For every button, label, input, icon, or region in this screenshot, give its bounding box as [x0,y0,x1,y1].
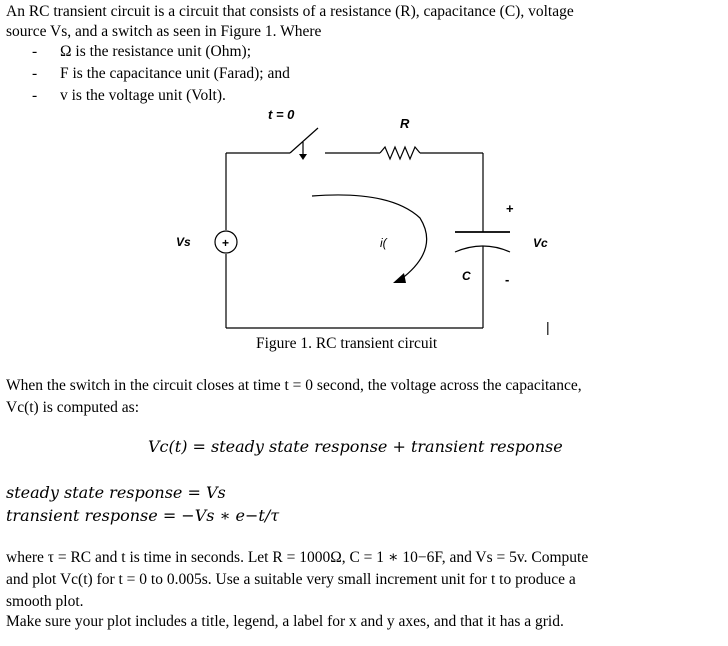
bullet-text-ohm: Ω is the resistance unit (Ohm); [60,43,252,60]
source-label: Vs [176,235,191,249]
steady-state-equation: steady state response = Vs [6,483,226,502]
tick-mark: | [546,319,550,335]
resistor-symbol [380,147,420,159]
bullet-dash: - [32,65,38,82]
para3-line-3: smooth plot. [6,593,84,610]
vc-label: Vc [533,236,548,250]
capacitor-label: C [462,269,471,283]
bullet-dash: - [32,43,38,60]
switch-arrow-head [299,154,307,160]
para2-line-2: Vc(t) is computed as: [6,399,140,416]
capacitor-minus: - [505,272,510,287]
rc-circuit-diagram [0,100,728,360]
current-arrow-head-icon [393,273,406,283]
intro-line-1: An RC transient circuit is a circuit that consists of a resistance (R), capacitance (C), voltage [6,3,574,20]
bullet-text-volt: v is the voltage unit (Volt). [60,87,226,104]
para3-line-2: and plot Vc(t) for t = 0 to 0.005s. Use a suitable very small increment unit for t to produce a [6,571,576,588]
resistor-label: R [400,116,410,131]
intro-line-2: source Vs, and a switch as seen in Figure 1. Where [6,23,322,40]
switch-label: t = 0 [268,107,295,122]
current-label: i( [380,236,387,250]
capacitor-plus: + [506,201,514,216]
source-sign: + [222,236,230,250]
para3-line-1: where τ = RC and t is time in seconds. Let R = 1000Ω, C = 1 ∗ 10−6F, and Vs = 5v. Compute [6,549,589,566]
transient-equation: transient response = −Vs ∗ e−t/τ [6,506,280,525]
main-equation: Vc(t) = steady state response + transient response [148,437,563,456]
current-arrow-curve [312,195,427,280]
para2-line-1: When the switch in the circuit closes at time t = 0 second, the voltage across the capacitance, [6,377,582,394]
figure-caption: Figure 1. RC transient circuit [256,335,438,352]
switch-blade [290,128,318,153]
para3-line-4: Make sure your plot includes a title, legend, a label for x and y axes, and that it has a grid. [6,613,564,630]
bullet-dash: - [32,87,38,104]
bullet-text-farad: F is the capacitance unit (Farad); and [60,65,290,82]
